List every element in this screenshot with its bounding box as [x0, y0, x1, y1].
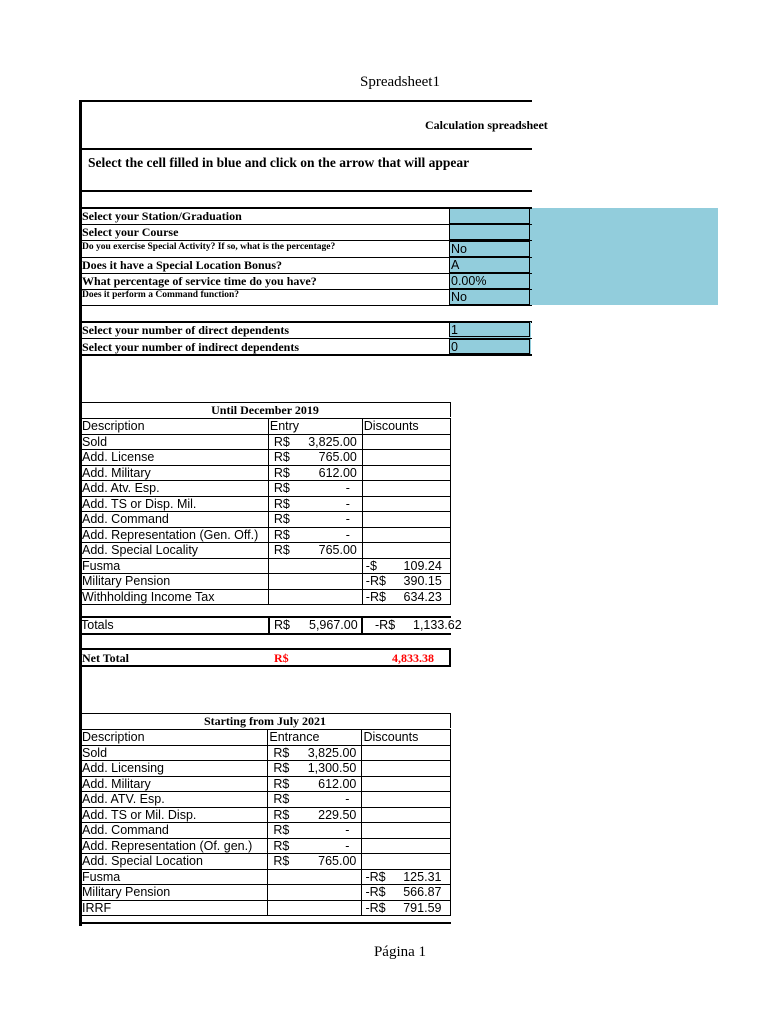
discount-cell	[362, 450, 450, 466]
entry-value: 765.00	[318, 854, 357, 869]
table1-title: Until December 2019	[211, 403, 319, 417]
row-description: Withholding Income Tax	[81, 589, 269, 605]
document-title: Spreadsheet1	[360, 74, 440, 90]
entry-cell	[268, 589, 362, 605]
divider	[79, 354, 532, 356]
entry-currency: R$	[273, 527, 290, 542]
table2-title: Starting from July 2021	[203, 714, 327, 728]
divider	[79, 190, 532, 192]
discount-value: 125.31	[403, 869, 442, 884]
cell-border	[268, 616, 270, 634]
row-description: Add. ATV. Esp.	[81, 792, 268, 808]
table-row	[81, 512, 451, 528]
entry-currency: R$	[273, 465, 290, 480]
net-total-currency: R$	[274, 651, 289, 665]
row-description: Add. Special Locality	[81, 543, 269, 559]
discount-cell	[362, 885, 451, 901]
selection-label: Select your Station/Graduation	[82, 209, 242, 223]
discount-currency: -$	[365, 558, 377, 573]
entry-currency: R$	[273, 512, 290, 527]
entry-cell	[268, 807, 362, 823]
discount-cell	[362, 434, 450, 450]
totals-label: Totals	[81, 618, 114, 632]
discount-cell	[362, 900, 451, 916]
table-row	[81, 574, 451, 590]
row-description: Military Pension	[81, 885, 268, 901]
entry-cell	[268, 745, 362, 761]
row-description: Add. Military	[81, 776, 268, 792]
entry-cell	[268, 465, 362, 481]
selection-field[interactable]: A	[449, 257, 530, 273]
entry-cell	[268, 481, 362, 497]
net-total-value: 4,833.38	[392, 651, 434, 665]
entry-value: 3,825.00	[307, 745, 357, 760]
entry-cell	[268, 574, 362, 590]
table-row	[81, 885, 451, 901]
entry-value: 1,300.50	[307, 761, 357, 776]
discount-cell	[362, 527, 450, 543]
entry-cell	[268, 450, 362, 466]
row-description: Fusma	[81, 558, 269, 574]
entry-cell	[268, 496, 362, 512]
indirect-dependents-field[interactable]: 0	[449, 339, 530, 354]
entry-currency: R$	[273, 745, 290, 760]
table-row	[81, 823, 451, 839]
totals-discount-currency: -R$	[375, 618, 396, 632]
entry-currency: R$	[273, 823, 290, 838]
row-description: Add. TS or Mil. Disp.	[81, 807, 268, 823]
discount-cell	[362, 745, 451, 761]
table-header-row	[81, 730, 451, 746]
direct-dependents-field[interactable]: 1	[449, 322, 530, 337]
entry-cell	[268, 792, 362, 808]
entry-value: 612.00	[318, 776, 357, 791]
table-row	[81, 854, 451, 870]
entry-value: 765.00	[318, 543, 357, 558]
row-description: Add. Special Location	[81, 854, 268, 870]
selection-field[interactable]: 0.00%	[449, 273, 530, 289]
row-description: Add. TS or Disp. Mil.	[81, 496, 269, 512]
row-description: Add. Licensing	[81, 761, 268, 777]
entry-currency: R$	[273, 807, 290, 822]
entry-value: -	[345, 823, 350, 838]
totals-currency: R$	[274, 618, 290, 632]
entry-value: 3,825.00	[308, 434, 357, 449]
entry-cell	[268, 543, 362, 559]
table1	[80, 418, 451, 605]
table2-title-box	[79, 713, 451, 728]
entry-currency: R$	[273, 543, 290, 558]
row-description: Add. Atv. Esp.	[81, 481, 269, 497]
indirect-dependents-label: Select your number of indirect dependents	[82, 340, 300, 354]
entry-cell	[268, 527, 362, 543]
discount-cell	[362, 761, 451, 777]
row-description: Add. Command	[81, 823, 268, 839]
divider	[79, 922, 451, 924]
discount-value: 566.87	[403, 885, 442, 900]
divider	[79, 648, 451, 650]
table-row	[81, 558, 451, 574]
entry-cell	[268, 558, 362, 574]
discount-cell	[362, 558, 450, 574]
entry-cell	[268, 869, 362, 885]
entry-cell	[268, 434, 362, 450]
row-description: Add. Command	[81, 512, 269, 528]
column-header: Description	[81, 419, 269, 435]
selection-label: What percentage of service time do you have?	[82, 274, 317, 288]
table-row	[81, 450, 451, 466]
discount-value: 791.59	[403, 900, 442, 915]
discount-currency: -R$	[365, 589, 386, 604]
row-description: Add. Military	[81, 465, 269, 481]
entry-value: 612.00	[318, 465, 357, 480]
cell-border	[361, 616, 363, 634]
entry-cell	[268, 854, 362, 870]
entry-cell	[268, 838, 362, 854]
row-description: Sold	[81, 434, 269, 450]
entry-currency: R$	[273, 450, 290, 465]
table-row	[81, 543, 451, 559]
table-row	[81, 481, 451, 497]
column-header: Discounts	[362, 419, 450, 435]
page-footer: Página 1	[373, 944, 427, 960]
entry-cell	[268, 776, 362, 792]
entry-value: 229.50	[318, 807, 357, 822]
discount-cell	[362, 823, 451, 839]
table-row	[81, 776, 451, 792]
divider	[79, 148, 532, 150]
instruction-text: Select the cell filled in blue and click on the arrow that will appear	[88, 155, 470, 170]
row-description: Add. License	[81, 450, 269, 466]
selection-label: Does it perform a Command function?	[82, 290, 240, 300]
column-header: Entry	[268, 419, 362, 435]
selection-label: Do you exercise Special Activity? If so, what is the percentage?	[82, 242, 336, 252]
table-row	[81, 434, 451, 450]
discount-value: 390.15	[403, 574, 442, 589]
discount-cell	[362, 776, 451, 792]
entry-value: -	[345, 527, 350, 542]
table-row	[81, 807, 451, 823]
row-divider	[79, 305, 532, 306]
table-row	[81, 745, 451, 761]
table1-title-box	[79, 402, 451, 417]
table-row	[81, 869, 451, 885]
discount-cell	[362, 869, 451, 885]
entry-value: -	[345, 792, 350, 807]
table-row	[81, 792, 451, 808]
row-description: Sold	[81, 745, 268, 761]
direct-dependents-label: Select your number of direct dependents	[82, 323, 289, 337]
entry-value: -	[345, 512, 350, 527]
entry-currency: R$	[273, 761, 290, 776]
discount-cell	[362, 512, 450, 528]
discount-cell	[362, 838, 451, 854]
column-header: Discounts	[362, 730, 451, 746]
table-row	[81, 900, 451, 916]
entry-value: -	[345, 481, 350, 496]
entry-cell	[268, 885, 362, 901]
table-row	[81, 527, 451, 543]
row-description: Military Pension	[81, 574, 269, 590]
discount-cell	[362, 481, 450, 497]
entry-value: -	[345, 838, 350, 853]
totals-entry: 5,967.00	[309, 618, 358, 632]
totals-discount: 1,133.62	[413, 618, 462, 632]
entry-cell	[268, 512, 362, 528]
discount-cell	[362, 496, 450, 512]
entry-currency: R$	[273, 776, 290, 791]
entry-cell	[268, 761, 362, 777]
row-description: Add. Representation (Gen. Off.)	[81, 527, 269, 543]
selection-field[interactable]: No	[449, 289, 530, 305]
table-row	[81, 496, 451, 512]
discount-currency: -R$	[365, 885, 386, 900]
table-header-row	[81, 419, 451, 435]
discount-value: 109.24	[403, 558, 442, 573]
selection-field[interactable]: No	[449, 241, 530, 257]
entry-cell	[268, 900, 362, 916]
table-row	[81, 761, 451, 777]
entry-value: 765.00	[318, 450, 357, 465]
discount-cell	[362, 574, 450, 590]
entry-currency: R$	[273, 792, 290, 807]
discount-currency: -R$	[365, 869, 386, 884]
entry-currency: R$	[273, 854, 290, 869]
table-row	[81, 589, 451, 605]
row-description: Fusma	[81, 869, 268, 885]
top-border	[79, 100, 532, 102]
selection-label: Select your Course	[82, 225, 179, 239]
table-row	[81, 838, 451, 854]
divider	[79, 665, 451, 667]
divider	[79, 633, 451, 635]
net-total-label: Net Total	[82, 651, 130, 665]
discount-cell	[362, 589, 450, 605]
discount-currency: -R$	[365, 900, 386, 915]
discount-cell	[362, 854, 451, 870]
entry-currency: R$	[273, 496, 290, 511]
entry-currency: R$	[273, 434, 290, 449]
column-header: Description	[81, 730, 268, 746]
column-header: Entrance	[268, 730, 362, 746]
row-description: IRRF	[81, 900, 268, 916]
discount-cell	[362, 792, 451, 808]
discount-currency: -R$	[365, 574, 386, 589]
discount-cell	[362, 807, 451, 823]
entry-value: -	[345, 496, 350, 511]
discount-cell	[362, 465, 450, 481]
entry-currency: R$	[273, 481, 290, 496]
selection-field[interactable]	[449, 224, 530, 240]
subtitle: Calculation spreadsheet	[425, 118, 548, 132]
selection-field[interactable]	[449, 208, 530, 224]
discount-value: 634.23	[403, 589, 442, 604]
discount-cell	[362, 543, 450, 559]
table-row	[81, 465, 451, 481]
selection-label: Does it have a Special Location Bonus?	[82, 258, 283, 272]
table2	[80, 729, 451, 916]
row-description: Add. Representation (Of. gen.)	[81, 838, 268, 854]
entry-cell	[268, 823, 362, 839]
divider	[79, 616, 451, 618]
entry-currency: R$	[273, 838, 290, 853]
